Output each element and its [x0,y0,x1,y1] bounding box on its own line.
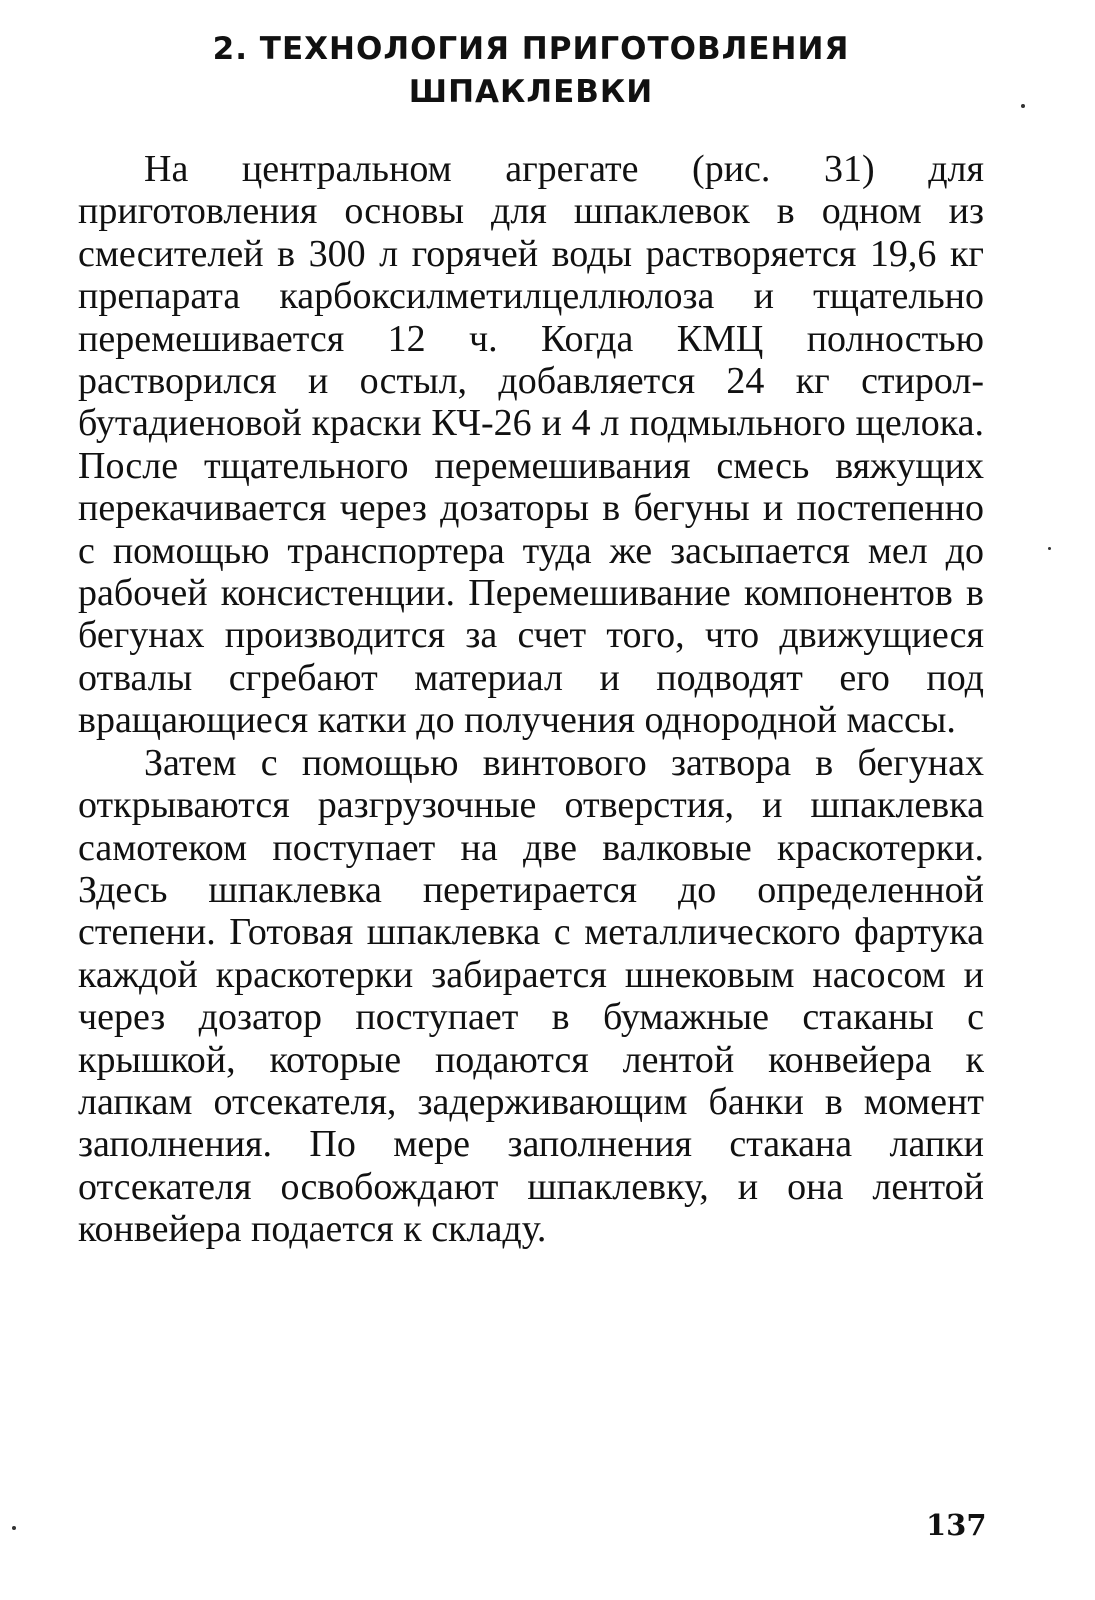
print-speck [12,1526,16,1530]
paragraph-2: Затем с помощью винтового затвора в бегунах открываются разгрузочные отверстия, и шпаклевка самотеком поступает на две валковые краскотерки. Здесь шпаклевка перетирается до определенной степени. Готовая шпаклевка с металлического фартука каждой краскотерки забирается шнековым насосом и через дозатор поступает в бумажные стаканы с крышкой, которые подаются лентой конвейера к лапкам отсекателя, задерживающим банки в момент заполнения. По мере заполнения стакана лапки отсекателя освобождают шпаклевку, и она лентой конвейера подается к складу. [78,741,984,1251]
body-text [78,148,984,1251]
print-speck [1021,104,1025,108]
page-number: 137 [926,1508,987,1542]
section-title-line-2: ШПАКЛЕВКИ [408,74,654,110]
print-speck [1048,547,1051,550]
book-page [78,28,984,1568]
paragraph-1: На центральном агрегате (рис. 31) для приготовления основы для шпаклевок в одном из смесителей в 300 л горячей воды растворяется 19,6 кг препарата карбоксилметилцеллюлоза и тщательно перемешивается 12 ч. Когда КМЦ полностью растворился и остыл, добавляется 24 кг стирол-бутадиеновой краски КЧ-26 и 4 л подмыльного щелока. После тщательного перемешивания смесь вяжущих перекачивается через дозаторы в бегуны и постепенно с помощью транспортера туда же засыпается мел до рабочей консистенции. Перемешивание компонентов в бегунах производится за счет того, что движущиеся отвалы сгребают материал и подводят его под вращающиеся катки до получения однородной массы. [78,148,984,742]
section-title [78,28,984,114]
section-title-line-1: 2. ТЕХНОЛОГИЯ ПРИГОТОВЛЕНИЯ [212,31,850,67]
